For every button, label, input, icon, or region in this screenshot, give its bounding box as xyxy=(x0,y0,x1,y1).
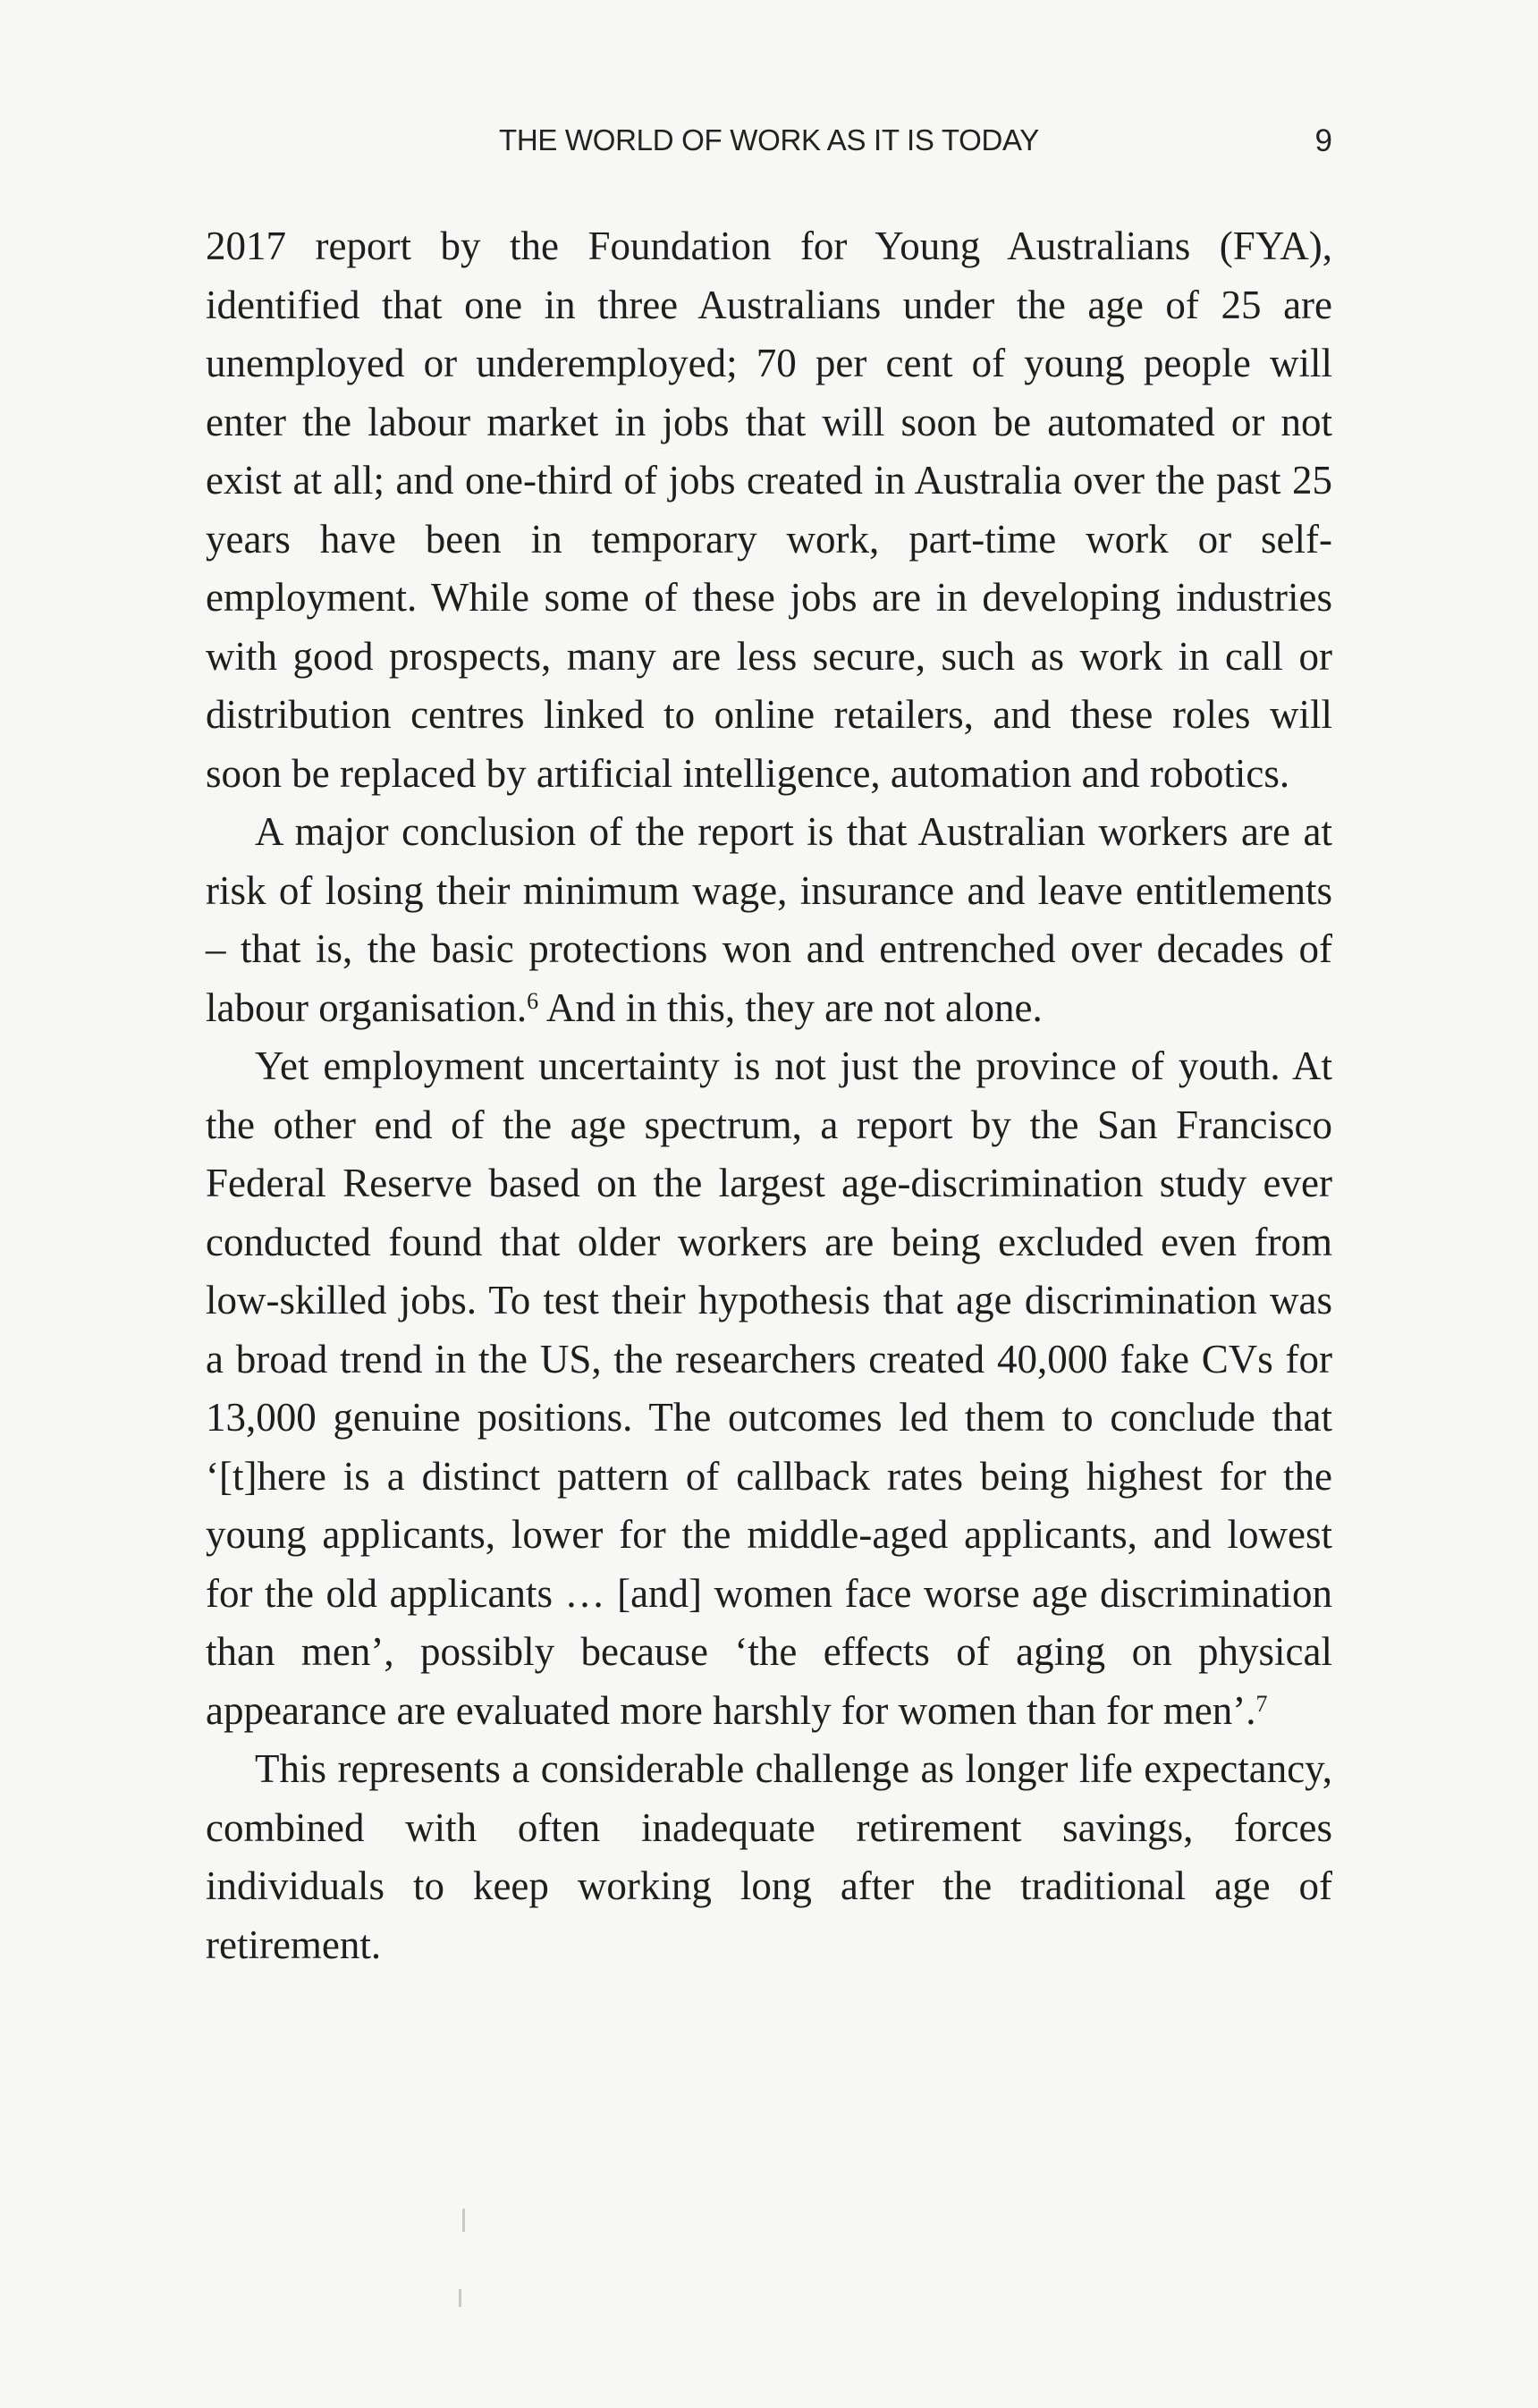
running-head-title: THE WORLD OF WORK AS IT IS TODAY xyxy=(498,123,1040,156)
paragraph-2-text: A major conclusion of the report is that Australian workers are at risk of losing their minimum wage, insurance and leave entitlements – that is, the basic protections won and entrenched over decades of labour organisation. xyxy=(206,809,1332,1030)
running-head xyxy=(206,123,1332,168)
scan-mark xyxy=(462,2209,465,2232)
body-text xyxy=(206,217,1332,1974)
page-number: 9 xyxy=(1314,123,1332,158)
paragraph-2-tail: And in this, they are not alone. xyxy=(538,984,1043,1030)
paragraph-1: 2017 report by the Foundation for Young Australians (FYA), identified that one in three Australians under the age of 25 are unemployed or underemployed; 70 per cent of young people will enter the labour market in jobs that will soon be automated or not exist at all; and one-third of jobs created in Australia over the past 25 years have been in temporary work, part-time work or self-employment. While some of these jobs are in developing industries with good prospects, many are less secure, such as work in call or distribution centres linked to online retailers, and these roles will soon be replaced by artificial intelligence, automation and robotics. xyxy=(206,224,1332,796)
paragraph-4: This represents a considerable challenge as longer life expectancy, combined with often inadequate retirement savings, forces individuals to keep working long after the traditional age of retirement. xyxy=(206,1746,1332,1967)
paragraph-2 xyxy=(206,803,1332,1037)
footnote-ref-6: 6 xyxy=(527,987,539,1014)
footnote-ref-7: 7 xyxy=(1255,1690,1268,1717)
paragraph-3 xyxy=(206,1037,1332,1740)
paragraph-3-text: Yet employment uncertainty is not just the province of youth. At the other end of the age spectrum, a report by the San Francisco Federal Reserve based on the largest age-discrimination study ever conducted found that older workers are being excluded even from low-skilled jobs. To test their hypothesis that age discrimination was a broad trend in the US, the researchers created 40,000 fake CVs for 13,000 genuine positions. The outcomes led them to conclude that ‘[t]here is a distinct pattern of callback rates being highest for the young applicants, lower for the middle-aged applicants, and lowest for the old applicants … [and] women face worse age discrimination than men’, possibly because ‘the effects of aging on physical appearance are evaluated more harshly for women than for men’. xyxy=(206,1043,1332,1733)
scan-mark xyxy=(459,2289,461,2307)
